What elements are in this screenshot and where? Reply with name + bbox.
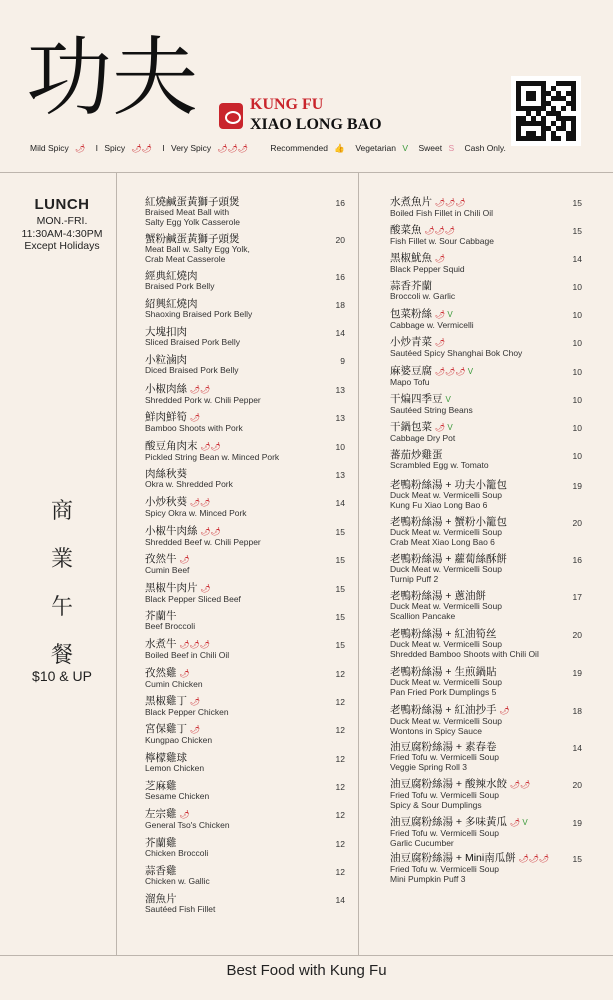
footer-divider <box>0 955 613 956</box>
mild-chili-icon: 🌶 <box>75 144 86 153</box>
dish-price: 10 <box>572 423 582 433</box>
dish-chinese-name: 孜然雞 🌶 <box>145 667 190 679</box>
dish-chinese-name: 干煸四季豆 V <box>390 393 451 405</box>
dish-price: 14 <box>572 743 582 753</box>
dish-english-name: Duck Meat w. Vermicelli Soup <box>390 677 502 687</box>
dish-english-name: Fried Tofu w. Vermicelli Soup <box>390 864 499 874</box>
legend-cash-only: Cash Only. <box>464 143 506 153</box>
dish-price: 13 <box>335 413 345 423</box>
spicy-chili-icon: 🌶🌶 <box>131 144 152 153</box>
dish-english-name: Sliced Braised Pork Belly <box>145 337 240 347</box>
dish-price: 10 <box>335 442 345 452</box>
dish-english-name: Shredded Beef w. Chili Pepper <box>145 537 261 547</box>
dish-price: 18 <box>572 706 582 716</box>
dish-chinese-name: 溜魚片 <box>145 893 177 905</box>
lunch-except: Except Holidays <box>24 240 100 252</box>
dish-chinese-name: 水煮牛 🌶🌶🌶 <box>145 638 210 650</box>
dish-english-name: Lemon Chicken <box>145 763 205 773</box>
dish-english-name: Garlic Cucumber <box>390 837 454 848</box>
dish-price: 13 <box>335 385 345 395</box>
dish-price: 17 <box>572 592 582 602</box>
dish-english-name: Diced Braised Pork Belly <box>145 365 239 375</box>
dish-english-name: Mini Pumpkin Puff 3 <box>390 873 466 884</box>
dish-english-name: Braised Pork Belly <box>145 281 215 291</box>
dish-price: 15 <box>335 584 345 594</box>
dish-price: 15 <box>335 640 345 650</box>
menu-item <box>390 449 582 471</box>
spice-level-icon: 🌶 V <box>435 423 453 432</box>
dish-english-name: Veggie Spring Roll 3 <box>390 761 468 772</box>
menu-item <box>390 816 582 848</box>
spice-level-icon: 🌶🌶 <box>509 780 531 789</box>
menu-item <box>390 308 582 331</box>
chinese-logo: 功夫 <box>26 28 198 128</box>
dish-chinese-name: 老鴨粉絲湯 + 蘿蔔絲酥餅 <box>390 553 507 565</box>
dish-price: 15 <box>572 226 582 236</box>
menu-item <box>390 628 582 659</box>
dish-chinese-name: 酸豆角肉末 🌶🌶 <box>145 440 221 452</box>
qr-code-icon[interactable] <box>511 76 581 146</box>
dish-chinese-name: 經典紅燒肉 <box>145 270 198 282</box>
dish-english-name: Cumin Beef <box>145 565 190 575</box>
dish-chinese-name: 小椒肉絲 🌶🌶 <box>145 383 211 395</box>
dish-price: 12 <box>335 725 345 735</box>
dish-english-name: Black Pepper Squid <box>390 264 465 274</box>
dish-english-name: Crab Meat Xiao Long Bao 6 <box>390 536 495 547</box>
menu-item <box>390 479 582 510</box>
dish-english-name: Pan Fried Pork Dumplings 5 <box>390 686 497 697</box>
dish-chinese-name: 黑椒雞丁 🌶 <box>145 695 201 707</box>
dish-english-name: Sautéed String Beans <box>390 405 473 415</box>
very-spicy-chili-icon: 🌶🌶🌶 <box>217 144 248 153</box>
dish-chinese-name: 油豆腐粉絲湯 + Mini南瓜餅 🌶🌶🌶 <box>390 852 550 864</box>
column-divider-right <box>358 172 359 955</box>
spice-legend <box>30 143 510 154</box>
dish-price: 15 <box>572 854 582 864</box>
spice-level-icon: 🌶 V <box>435 310 453 319</box>
menu-item <box>390 666 582 697</box>
menu-item <box>145 582 345 605</box>
menu-item <box>145 638 345 661</box>
price-from: $10 & UP <box>32 668 92 684</box>
menu-item <box>145 752 345 774</box>
dish-chinese-name: 小炒秋葵 🌶🌶 <box>145 496 211 508</box>
dish-price: 14 <box>335 328 345 338</box>
dish-english-name: Boiled Beef in Chili Oil <box>145 650 230 660</box>
dish-price: 20 <box>572 518 582 528</box>
dish-chinese-name: 老鴨粉絲湯 + 紅油筍丝 <box>390 628 497 640</box>
dish-price: 12 <box>335 697 345 707</box>
menu-item <box>145 298 345 320</box>
dish-english-name: Spicy Okra w. Minced Pork <box>145 508 247 518</box>
dish-price: 14 <box>335 895 345 905</box>
dish-english-name: Black Pepper Chicken <box>145 707 229 717</box>
dish-price: 12 <box>335 839 345 849</box>
dish-english-name: Boiled Fish Fillet in Chili Oil <box>390 208 493 218</box>
dish-chinese-name: 老鴨粉絲湯 + 蟹粉小籠包 <box>390 516 507 528</box>
dish-price: 12 <box>335 782 345 792</box>
spice-level-icon: 🌶🌶🌶 <box>424 226 455 235</box>
menu-item <box>145 893 345 915</box>
vertical-char: 午 <box>50 595 73 620</box>
thumbs-up-icon: 👍 <box>334 143 345 153</box>
menu-item <box>390 336 582 359</box>
dish-english-name: Scallion Pancake <box>390 610 456 621</box>
legend-sweet: Sweet S <box>418 143 455 153</box>
spice-level-icon: 🌶🌶 <box>190 498 211 507</box>
menu-item <box>390 741 582 772</box>
dish-chinese-name: 包菜粉絲 🌶 V <box>390 308 453 320</box>
dish-price: 14 <box>335 498 345 508</box>
dish-english-name: Pickled String Bean w. Minced Pork <box>145 452 280 462</box>
dish-english-name: Shaoxing Braised Pork Belly <box>145 309 253 319</box>
dish-english-name: Mapo Tofu <box>390 377 430 387</box>
spice-level-icon: 🌶🌶🌶 <box>518 854 550 863</box>
menu-header <box>0 0 613 172</box>
menu-item <box>145 496 345 519</box>
dish-price: 20 <box>572 780 582 790</box>
dish-english-name: Kung Fu Xiao Long Bao 6 <box>390 499 488 510</box>
dish-english-name: Chicken w. Gallic <box>145 876 210 886</box>
dish-chinese-name: 酸菜魚 🌶🌶🌶 <box>390 224 455 236</box>
legend-spicy: Spicy 🌶🌶 <box>104 143 152 153</box>
dish-chinese-name: 油豆腐粉絲湯 + 多味黃瓜 🌶 V <box>390 816 528 828</box>
dish-chinese-name: 油豆腐粉絲湯 + 素春卷 <box>390 741 497 753</box>
menu-item <box>390 590 582 621</box>
legend-very-spicy: Very Spicy 🌶🌶🌶 <box>171 143 248 153</box>
dish-chinese-name: 蒜香芥蘭 <box>390 280 432 292</box>
menu-item <box>145 326 345 348</box>
legend-vegetarian: Vegetarian V <box>355 143 409 153</box>
dish-price: 19 <box>572 668 582 678</box>
spice-level-icon: 🌶🌶 <box>200 527 221 536</box>
dish-english-name: Duck Meat w. Vermicelli Soup <box>390 716 502 726</box>
dish-chinese-name: 油豆腐粉絲湯 + 酸辣水餃 🌶🌶 <box>390 778 531 790</box>
menu-item <box>145 723 345 746</box>
dish-english-name: Duck Meat w. Vermicelli Soup <box>390 564 502 574</box>
dish-price: 15 <box>335 612 345 622</box>
menu-item <box>145 865 345 887</box>
spice-level-icon: 🌶🌶 <box>190 385 211 394</box>
dish-english-name: Fried Tofu w. Vermicelli Soup <box>390 828 499 838</box>
vertical-char: 餐 <box>50 643 73 668</box>
dish-english-name: Bamboo Shoots with Pork <box>145 423 243 433</box>
dish-english-name: Fried Tofu w. Vermicelli Soup <box>390 752 499 762</box>
dish-english-name: Sesame Chicken <box>145 791 210 801</box>
dish-english-name: Beef Broccoli <box>145 621 196 631</box>
dish-chinese-name: 芥蘭牛 <box>145 610 177 622</box>
dish-chinese-name: 黑椒牛肉片 🌶 <box>145 582 211 594</box>
menu-item <box>390 421 582 444</box>
dish-chinese-name: 水煮魚片 🌶🌶🌶 <box>390 196 466 208</box>
dish-price: 12 <box>335 669 345 679</box>
menu-item <box>145 354 345 376</box>
dish-chinese-name: 芥蘭雞 <box>145 837 177 849</box>
dish-price: 15 <box>335 555 345 565</box>
dish-english-name: Black Pepper Sliced Beef <box>145 594 241 604</box>
dish-chinese-name: 麻婆豆腐 🌶🌶🌶 V <box>390 365 474 377</box>
dish-price: 19 <box>572 481 582 491</box>
menu-item <box>390 196 582 219</box>
dish-price: 16 <box>335 198 345 208</box>
vertical-char: 業 <box>50 547 73 572</box>
dish-english-name: Duck Meat w. Vermicelli Soup <box>390 639 502 649</box>
spice-level-icon: 🌶 <box>190 413 201 422</box>
dish-chinese-name: 老鴨粉絲湯 + 生煎鍋貼 <box>390 666 497 678</box>
menu-item <box>145 440 345 463</box>
menu-item <box>145 553 345 576</box>
dish-english-name: Sautéed Fish Fillet <box>145 904 216 914</box>
dish-english-name: Fish Fillet w. Sour Cabbage <box>390 236 494 246</box>
sweet-icon: S <box>448 143 455 153</box>
spice-level-icon: 🌶🌶🌶 <box>435 198 466 207</box>
dish-chinese-name: 小粒滷肉 <box>145 354 187 366</box>
dish-english-name: Okra w. Shredded Pork <box>145 479 233 489</box>
menu-item <box>145 270 345 292</box>
legend-separator: I <box>162 143 165 153</box>
dish-english-name: Duck Meat w. Vermicelli Soup <box>390 490 502 500</box>
dish-english-name: Spicy & Sour Dumplings <box>390 799 482 810</box>
dish-price: 12 <box>335 754 345 764</box>
dish-price: 19 <box>572 818 582 828</box>
menu-item <box>390 704 582 736</box>
dish-english-name: Cabbage Dry Pot <box>390 433 456 443</box>
spice-level-icon: 🌶 <box>190 725 201 734</box>
dish-chinese-name: 蒜香雞 <box>145 865 177 877</box>
dish-chinese-name: 紅燒鹹蛋黃獅子頭煲 <box>145 196 240 208</box>
dish-english-name: Salty Egg Yolk Casserole <box>145 216 240 227</box>
dish-english-name: Meat Ball w. Salty Egg Yolk, <box>145 244 250 254</box>
dish-price: 16 <box>335 272 345 282</box>
dish-price: 10 <box>572 395 582 405</box>
menu-item <box>390 365 582 388</box>
dish-price: 9 <box>340 356 345 366</box>
dish-chinese-name: 小椒牛肉絲 🌶🌶 <box>145 525 221 537</box>
dish-english-name: Cabbage w. Vermicelli <box>390 320 474 330</box>
dish-chinese-name: 紹興紅燒肉 <box>145 298 198 310</box>
spice-level-icon: 🌶 <box>435 338 446 347</box>
spice-level-icon: 🌶 V <box>509 818 528 827</box>
dish-price: 10 <box>572 282 582 292</box>
spice-level-icon: 🌶 <box>179 669 190 678</box>
vertical-char: 商 <box>50 499 73 524</box>
dish-chinese-name: 小炒青菜 🌶 <box>390 336 446 348</box>
spice-level-icon: 🌶 <box>190 697 201 706</box>
menu-item <box>145 383 345 406</box>
spice-level-icon: 🌶 <box>435 254 446 263</box>
dish-english-name: Duck Meat w. Vermicelli Soup <box>390 527 502 537</box>
spice-level-icon: 🌶🌶🌶 V <box>435 367 474 376</box>
vegetarian-icon: V <box>402 143 409 153</box>
lunch-days: MON.-FRI. <box>36 215 88 227</box>
dish-price: 20 <box>572 630 582 640</box>
menu-item <box>390 516 582 547</box>
dish-english-name: Cumin Chicken <box>145 679 203 689</box>
footer-tagline: Best Food with Kung Fu <box>226 962 387 979</box>
header-divider <box>0 172 613 173</box>
dish-price: 15 <box>335 527 345 537</box>
brand-name <box>250 95 382 135</box>
dish-chinese-name: 芝麻雞 <box>145 780 177 792</box>
menu-item <box>390 852 582 884</box>
dish-english-name: Fried Tofu w. Vermicelli Soup <box>390 790 499 800</box>
dish-chinese-name: 老鴨粉絲湯 + 功夫小籠包 <box>390 479 507 491</box>
dish-chinese-name: 鮮肉鮮筍 🌶 <box>145 411 201 423</box>
spice-level-icon: 🌶 <box>179 555 190 564</box>
menu-item <box>390 280 582 302</box>
dish-price: 10 <box>572 367 582 377</box>
dish-chinese-name: 左宗雞 🌶 <box>145 808 190 820</box>
dish-english-name: Wontons in Spicy Sauce <box>390 725 482 736</box>
spice-level-icon: 🌶🌶🌶 <box>179 640 210 649</box>
dish-english-name: Kungpao Chicken <box>145 735 213 745</box>
legend-separator: I <box>95 143 99 153</box>
dish-english-name: Turnip Puff 2 <box>390 573 439 584</box>
spice-level-icon: 🌶 <box>499 706 510 715</box>
legend-mild: Mild Spicy 🌶 <box>30 143 86 153</box>
lunch-vertical-title <box>44 488 80 680</box>
menu-item <box>145 468 345 490</box>
menu-item <box>390 252 582 275</box>
menu-item <box>145 233 345 264</box>
dish-chinese-name: 宮保雞丁 🌶 <box>145 723 201 735</box>
menu-item <box>390 778 582 810</box>
dish-chinese-name: 蕃茄炒雞蛋 <box>390 449 443 461</box>
menu-item <box>390 553 582 584</box>
menu-item <box>390 224 582 247</box>
dish-chinese-name: 孜然牛 🌶 <box>145 553 190 565</box>
menu-item <box>145 411 345 434</box>
dish-english-name: General Tso's Chicken <box>145 820 230 830</box>
brand-icon <box>219 103 243 129</box>
dish-price: 16 <box>572 555 582 565</box>
menu-item <box>145 837 345 859</box>
dish-price: 15 <box>572 198 582 208</box>
spice-level-icon: 🌶 <box>179 810 190 819</box>
dish-price: 14 <box>572 254 582 264</box>
lunch-info <box>14 196 110 253</box>
dish-chinese-name: 檸檬雞球 <box>145 752 187 764</box>
dish-chinese-name: 肉絲秋葵 <box>145 468 187 480</box>
dish-english-name: Broccoli w. Garlic <box>390 291 456 301</box>
menu-item <box>145 695 345 718</box>
dish-price: 10 <box>572 310 582 320</box>
menu-item <box>145 780 345 802</box>
dish-chinese-name: 干鍋包菜 🌶 V <box>390 421 453 433</box>
dish-chinese-name: 大塊扣肉 <box>145 326 187 338</box>
column-divider-left <box>116 172 117 955</box>
dish-english-name: Braised Meat Ball with <box>145 207 230 217</box>
dish-english-name: Sautéed Spicy Shanghai Bok Choy <box>390 348 523 358</box>
dish-price: 18 <box>335 300 345 310</box>
dish-price: 12 <box>335 810 345 820</box>
dish-price: 10 <box>572 451 582 461</box>
dish-english-name: Chicken Broccoli <box>145 848 209 858</box>
lunch-hours: 11:30AM-4:30PM <box>21 227 103 240</box>
lunch-title: LUNCH <box>34 196 90 213</box>
brand-line-1: KUNG FU <box>250 96 324 113</box>
dish-chinese-name: 黑椒魷魚 🌶 <box>390 252 446 264</box>
menu-item <box>390 393 582 416</box>
legend-recommended: Recommended 👍 <box>270 143 345 153</box>
menu-item <box>145 667 345 690</box>
menu-item <box>145 808 345 831</box>
spice-level-icon: 🌶 <box>200 584 211 593</box>
brand-line-2: XIAO LONG BAO <box>250 116 382 133</box>
dish-chinese-name: 老鴨粉絲湯 + 蔥油餅 <box>390 590 486 602</box>
dish-price: 13 <box>335 470 345 480</box>
dish-english-name: Shredded Pork w. Chili Pepper <box>145 395 261 405</box>
dish-price: 10 <box>572 338 582 348</box>
menu-item <box>145 196 345 227</box>
menu-item <box>145 525 345 548</box>
dish-english-name: Shredded Bamboo Shoots with Chili Oil <box>390 648 539 659</box>
dish-english-name: Scrambled Egg w. Tomato <box>390 460 489 470</box>
dish-english-name: Crab Meat Casserole <box>145 253 226 264</box>
dish-price: 20 <box>335 235 345 245</box>
dish-english-name: Duck Meat w. Vermicelli Soup <box>390 601 502 611</box>
dish-price: 12 <box>335 867 345 877</box>
spice-level-icon: V <box>445 395 451 404</box>
dish-chinese-name: 蟹粉鹹蛋黃獅子頭煲 <box>145 233 240 245</box>
dish-chinese-name: 老鴨粉絲湯 + 紅油抄手 🌶 <box>390 704 510 716</box>
menu-item <box>145 610 345 632</box>
spice-level-icon: 🌶🌶 <box>200 442 221 451</box>
